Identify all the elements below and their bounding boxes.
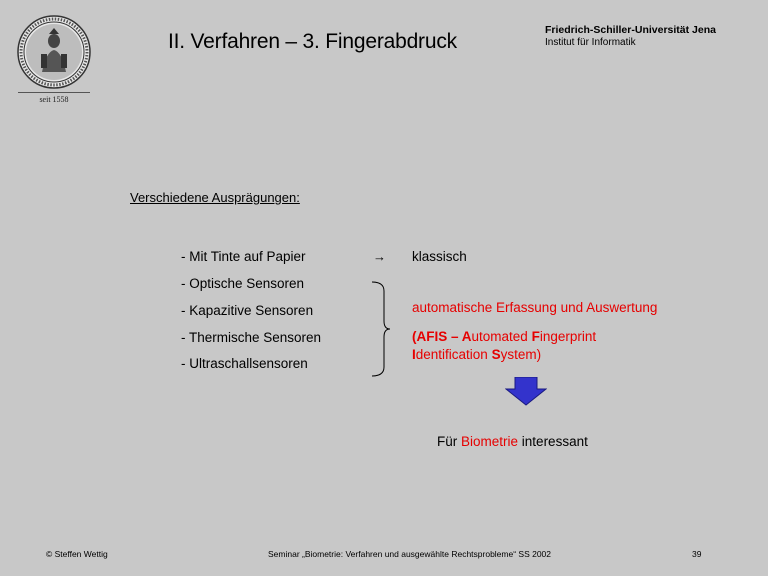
list-item: - Optische Sensoren (181, 276, 305, 291)
automatic-capture-label: automatische Erfassung und Auswertung (412, 300, 658, 315)
list-item: - Ultraschallsensoren (181, 356, 308, 371)
university-name: Friedrich-Schiller-Universität Jena (545, 24, 716, 36)
afis-line-2: Identification System) (412, 347, 542, 362)
afis-line-1: (AFIS – Automated Fingerprint (412, 329, 597, 344)
page-number: 39 (692, 549, 702, 559)
classic-label: klassisch (412, 249, 467, 264)
conclusion-text: Für Biometrie interessant (437, 434, 588, 449)
seal-divider (18, 92, 90, 93)
seal-caption: seit 1558 (39, 95, 69, 104)
slide-title: II. Verfahren – 3. Fingerabdruck (168, 30, 457, 53)
university-seal-logo (16, 14, 92, 90)
right-brace-icon (371, 281, 391, 377)
list-item: - Kapazitive Sensoren (181, 303, 314, 318)
right-arrow-icon: → (373, 249, 386, 264)
footer-seminar: Seminar „Biometrie: Verfahren und ausgewählte Rechtsprobleme“ SS 2002 (268, 549, 552, 559)
biometrie-highlight: Biometrie (461, 434, 519, 449)
section-heading: Verschiedene Ausprägungen: (130, 190, 300, 205)
footer-author: © Steffen Wettig (46, 549, 108, 559)
list-item: - Thermische Sensoren (181, 330, 322, 345)
down-arrow-icon (505, 377, 547, 406)
institute-name: Institut für Informatik (545, 37, 636, 48)
afis-label (412, 328, 596, 364)
list-item: - Mit Tinte auf Papier (181, 249, 306, 264)
